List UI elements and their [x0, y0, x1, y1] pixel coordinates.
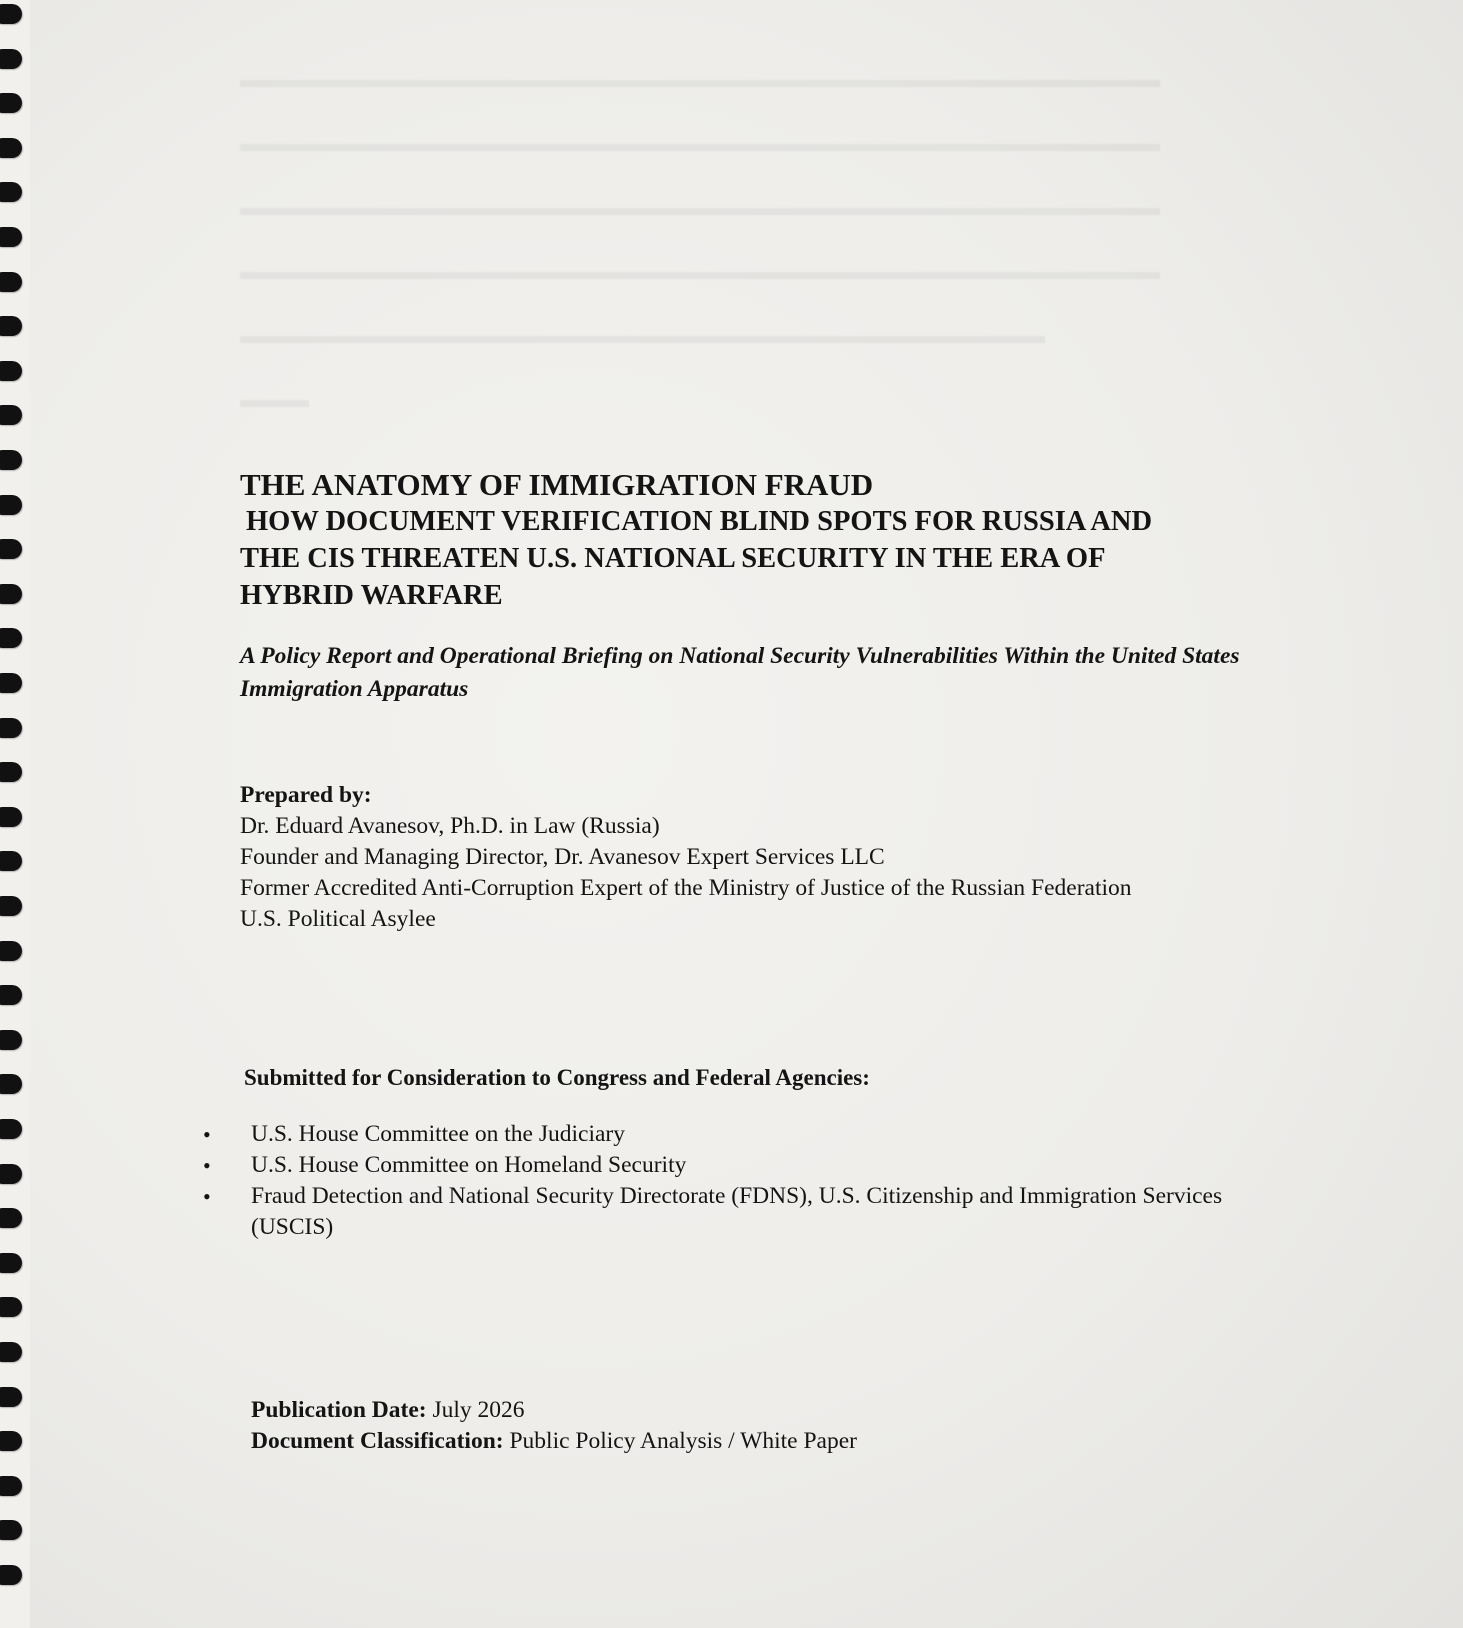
subtitle-line: HYBRID WARFARE: [240, 580, 503, 611]
binding-coil: [0, 1297, 22, 1317]
bleed-through-text: ▬▬▬▬▬▬▬▬▬▬▬▬▬▬▬▬▬▬▬▬▬▬▬▬▬▬▬▬▬▬▬▬▬▬▬▬▬▬▬▬ ▬▬▬▬▬▬▬▬▬▬▬▬▬▬▬▬▬▬▬▬▬▬▬▬▬▬▬▬▬▬▬▬▬▬▬▬▬▬▬▬ ▬▬▬▬▬▬▬▬▬▬▬▬▬▬▬▬▬▬▬▬▬▬▬▬▬▬▬▬▬▬▬▬▬▬▬▬▬▬▬▬ ▬▬▬▬▬▬▬▬▬▬▬▬▬▬▬▬▬▬▬▬▬▬▬▬▬▬▬▬▬▬▬▬▬▬▬▬▬▬▬▬ ▬▬▬▬▬▬▬▬▬▬▬▬▬▬▬▬▬▬▬▬▬▬▬▬▬▬▬▬▬▬▬▬▬▬▬ ▬▬▬: [240, 67, 1160, 412]
list-item: [203, 1150, 1251, 1181]
list-item: [203, 1181, 1251, 1243]
submitted-heading: Submitted for Consideration to Congress and Federal Agencies:: [244, 1065, 870, 1090]
binding-coil: [0, 807, 22, 827]
binding-coil: [0, 673, 22, 693]
binding-coil: [0, 584, 22, 604]
binding-coil: [0, 182, 22, 202]
binding-coil: [0, 851, 22, 871]
binding-coil: [0, 985, 22, 1005]
binding-coil: [0, 1565, 22, 1585]
author-line: Founder and Managing Director, Dr. Avanesov Expert Services LLC: [240, 844, 885, 870]
bullet-icon: •: [203, 1122, 211, 1147]
title-page-content: [203, 466, 1360, 1457]
binding-coil: [0, 93, 22, 113]
binding-coil: [0, 1476, 22, 1496]
binding-coil: [0, 361, 22, 381]
binding-coil: [0, 1387, 22, 1407]
publication-date-label: Publication Date:: [251, 1397, 427, 1423]
subtitle-line: HOW DOCUMENT VERIFICATION BLIND SPOTS FOR RUSSIA AND: [246, 506, 1153, 537]
binding-coil: [0, 762, 22, 782]
publication-date-value: July 2026: [432, 1397, 525, 1423]
binding-coil: [0, 1431, 22, 1451]
classification-value: Public Policy Analysis / White Paper: [509, 1428, 857, 1454]
binding-coil: [0, 1342, 22, 1362]
recipient-list: [203, 1119, 1360, 1243]
spiral-binding: [0, 0, 30, 1628]
report-description: A Policy Report and Operational Briefing on National Security Vulnerabilities Within the United States Immigration Apparatus: [240, 643, 1240, 702]
binding-coil: [0, 1030, 22, 1050]
binding-coil: [0, 941, 22, 961]
binding-coil: [0, 272, 22, 292]
bullet-icon: •: [203, 1153, 211, 1178]
document-classification: [251, 1426, 1360, 1457]
binding-coil: [0, 450, 22, 470]
author-line: Former Accredited Anti-Corruption Expert of the Ministry of Justice of the Russian Federation: [240, 875, 1132, 901]
binding-coil: [0, 1520, 22, 1540]
list-item: [203, 1119, 1251, 1150]
subtitle-line: THE CIS THREATEN U.S. NATIONAL SECURITY IN THE ERA OF: [240, 543, 1106, 574]
recipient-text: U.S. House Committee on Homeland Security: [251, 1152, 687, 1178]
publication-date: [251, 1395, 1360, 1426]
recipient-text: U.S. House Committee on the Judiciary: [251, 1121, 625, 1147]
binding-coil: [0, 405, 22, 425]
binding-coil: [0, 1253, 22, 1273]
binding-coil: [0, 138, 22, 158]
binding-coil: [0, 1119, 22, 1139]
binding-coil: [0, 628, 22, 648]
bullet-icon: •: [203, 1184, 211, 1209]
binding-coil: [0, 316, 22, 336]
binding-coil: [0, 4, 22, 24]
binding-coil: [0, 718, 22, 738]
binding-coil: [0, 1164, 22, 1184]
document-title: THE ANATOMY OF IMMIGRATION FRAUD: [240, 467, 874, 502]
prepared-by-label: Prepared by:: [240, 782, 372, 808]
binding-coil: [0, 495, 22, 515]
author-line: Dr. Eduard Avanesov, Ph.D. in Law (Russia): [240, 813, 660, 839]
author-line: U.S. Political Asylee: [240, 906, 436, 932]
binding-coil: [0, 1074, 22, 1094]
binding-coil: [0, 1208, 22, 1228]
classification-label: Document Classification:: [251, 1428, 504, 1454]
binding-coil: [0, 896, 22, 916]
binding-coil: [0, 227, 22, 247]
binding-coil: [0, 539, 22, 559]
document-subtitle: [240, 503, 1275, 614]
prepared-by-section: [240, 780, 1360, 935]
publication-info: [240, 1395, 1360, 1457]
binding-coil: [0, 49, 22, 69]
recipient-text: Fraud Detection and National Security Directorate (FDNS), U.S. Citizenship and Immigration Services (USCIS): [251, 1183, 1223, 1240]
